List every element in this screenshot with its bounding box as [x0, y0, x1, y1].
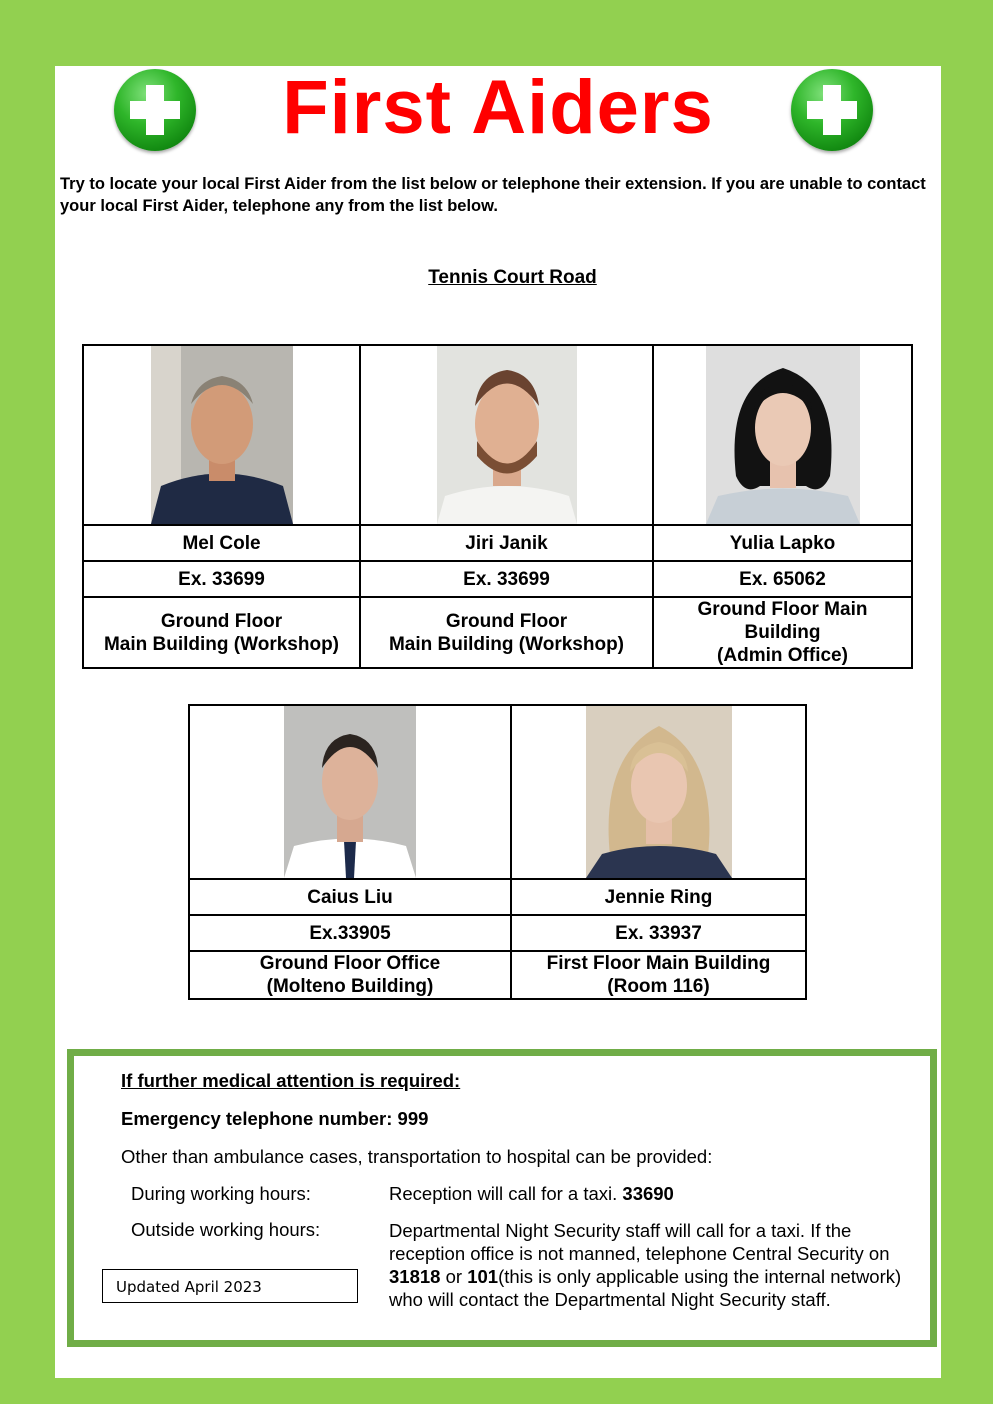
location-heading: Tennis Court Road — [428, 267, 597, 288]
photo-cell — [189, 705, 511, 879]
aider-name: Jiri Janik — [360, 525, 653, 561]
first-aiders-table-1 — [82, 344, 913, 669]
location-line: Main Building (Workshop) — [103, 633, 339, 655]
first-aiders-table-2 — [188, 704, 807, 1000]
medical-info-box — [67, 1049, 937, 1347]
outside-hours-text: Departmental Night Security staff will call for a taxi. If the reception office is not manned, telephone Central Security on 31818 or 101(this is only applicable using the internal network) who will contact the Departmental Night Security staff. — [389, 1220, 902, 1310]
updated-date: Updated April 2023 — [102, 1269, 358, 1303]
working-hours-text: Reception will call for a taxi. 33690 — [389, 1183, 674, 1204]
location-line: Main Building (Workshop) — [388, 633, 624, 655]
photo-jennie-ring — [586, 706, 732, 878]
emergency-number: Emergency telephone number: 999 — [121, 1108, 429, 1129]
photo-mel-cole — [151, 346, 293, 524]
location-line: Ground Floor — [445, 610, 568, 632]
photo-cell — [83, 345, 360, 525]
photo-yulia-lapko — [706, 346, 860, 524]
poster-page — [55, 66, 941, 1378]
aider-name: Yulia Lapko — [653, 525, 912, 561]
location-line: Building — [744, 622, 821, 643]
location-line: (Molteno Building) — [266, 976, 434, 997]
medical-heading: If further medical attention is required: — [121, 1070, 461, 1091]
aider-name: Caius Liu — [189, 879, 511, 915]
photo-cell — [511, 705, 806, 879]
outside-hours-label: Outside working hours: — [131, 1219, 321, 1240]
photo-caius-liu — [284, 706, 416, 878]
location-line: Ground Floor Office — [259, 953, 441, 974]
aider-location — [189, 951, 511, 999]
transport-text: Other than ambulance cases, transportation to hospital can be provided: — [121, 1146, 713, 1167]
working-hours-label: During working hours: — [131, 1183, 311, 1204]
photo-cell — [360, 345, 653, 525]
photo-jiri-janik — [437, 346, 577, 524]
intro-text: Try to locate your local First Aider from the list below or telephone their extension. If you are unable to contact your local First Aider, telephone any from the list below. — [60, 175, 926, 215]
location-line: First Floor Main Building — [546, 953, 771, 974]
photo-cell — [653, 345, 912, 525]
aider-name: Jennie Ring — [511, 879, 806, 915]
location-line: (Room 116) — [607, 976, 710, 997]
aider-location — [653, 597, 912, 668]
page-title: First Aiders — [282, 65, 714, 150]
aider-name: Mel Cole — [83, 525, 360, 561]
aider-extension: Ex. 33937 — [511, 915, 806, 951]
location-line: Ground Floor Main — [697, 599, 868, 620]
aider-location — [511, 951, 806, 999]
aider-extension: Ex. 33699 — [360, 561, 653, 597]
location-line: Ground Floor — [160, 610, 283, 632]
aider-location — [83, 597, 360, 668]
aider-extension: Ex. 65062 — [653, 561, 912, 597]
aider-location — [360, 597, 653, 668]
location-line: (Admin Office) — [717, 645, 848, 666]
aider-extension: Ex.33905 — [189, 915, 511, 951]
aider-extension: Ex. 33699 — [83, 561, 360, 597]
